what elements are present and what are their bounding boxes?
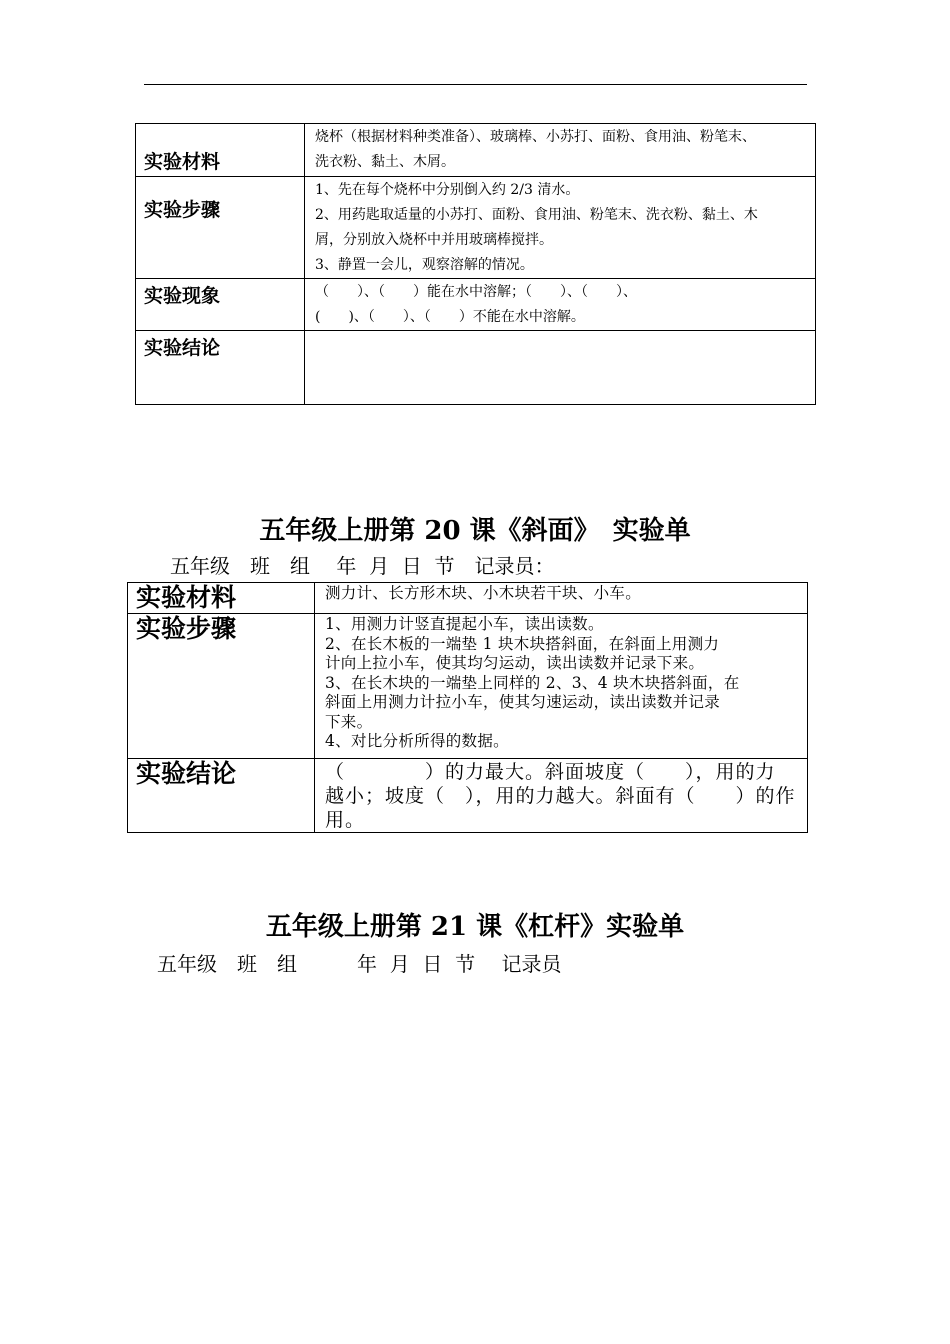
text-line: ( )、（ ）、（ ）不能在水中溶解。 [315,309,585,325]
text-line: （ ）、（ ）能在水中溶解；（ ）、（ ）、 [315,284,637,300]
text-line: 屑，分别放入烧杯中并用玻璃棒搅拌。 [315,232,553,248]
table-row [136,177,816,279]
text-line: 1、用测力计竖直提起小车，读出读数。 [325,615,604,633]
text-line: 测力计、长方形木块、小木块若干块、小车。 [325,584,642,602]
row-value [315,583,808,614]
table-row [136,331,816,405]
text-line: （ ）的力最大。斜面坡度（ ），用的力 [325,761,776,783]
text-line: 越小；坡度（ ），用的力越大。斜面有（ ）的作 [325,785,796,807]
text-line: 2、在长木板的一端垫 1 块木块搭斜面，在斜面上用测力 [325,634,720,653]
lesson21-title: 五年级上册第 21 课《杠杆》实验单 [265,912,685,942]
row-label: 实验步骤 [128,614,315,759]
table-row [128,759,808,833]
text-line: 洗衣粉、黏土、木屑。 [315,154,455,170]
text-line: 烧杯（根据材料种类准备）、玻璃棒、小苏打、面粉、食用油、粉笔末、 [315,129,756,145]
lesson21-subtitle: 五年级 班 组 年 月 日 节 记录员 [157,952,562,976]
text-line: 下来。 [325,712,373,731]
table-row [128,614,808,759]
row-value [305,279,816,331]
table-row [136,279,816,331]
row-label: 实验现象 [136,279,305,331]
conclusion-blank[interactable] [305,331,816,405]
table-row [136,124,816,177]
text-line: 1、先在每个烧杯中分别倒入约 2/3 清水。 [315,182,580,198]
dissolve-experiment-table [135,123,816,405]
row-value [315,614,808,759]
text-line: 3、静置一会儿，观察溶解的情况。 [315,257,534,273]
text-line: 计向上拉小车，使其均匀运动，读出读数并记录下来。 [325,654,705,672]
text-line: 4、对比分析所得的数据。 [325,732,509,750]
slope-experiment-table [127,582,808,833]
row-value [305,124,816,177]
row-label: 实验步骤 [136,177,305,279]
lesson20-subtitle: 五年级 班 组 年 月 日 节 记录员： [170,554,555,578]
row-value [315,759,808,833]
row-label: 实验结论 [128,759,315,833]
table-row [128,583,808,614]
row-label: 实验结论 [136,331,305,405]
text-line: 3、在长木块的一端垫上同样的 2、3、4 块木块搭斜面，在 [325,673,740,692]
lesson20-title: 五年级上册第 20 课《斜面》 实验单 [259,516,691,546]
header-rule [144,84,807,85]
row-label: 实验材料 [136,124,305,177]
row-label: 实验材料 [128,583,315,614]
text-line: 2、用药匙取适量的小苏打、面粉、食用油、粉笔末、洗衣粉、黏土、木 [315,207,758,223]
row-value [305,177,816,279]
text-line: 斜面上用测力计拉小车，使其匀速运动，读出读数并记录 [325,693,721,711]
text-line: 用。 [325,809,366,831]
